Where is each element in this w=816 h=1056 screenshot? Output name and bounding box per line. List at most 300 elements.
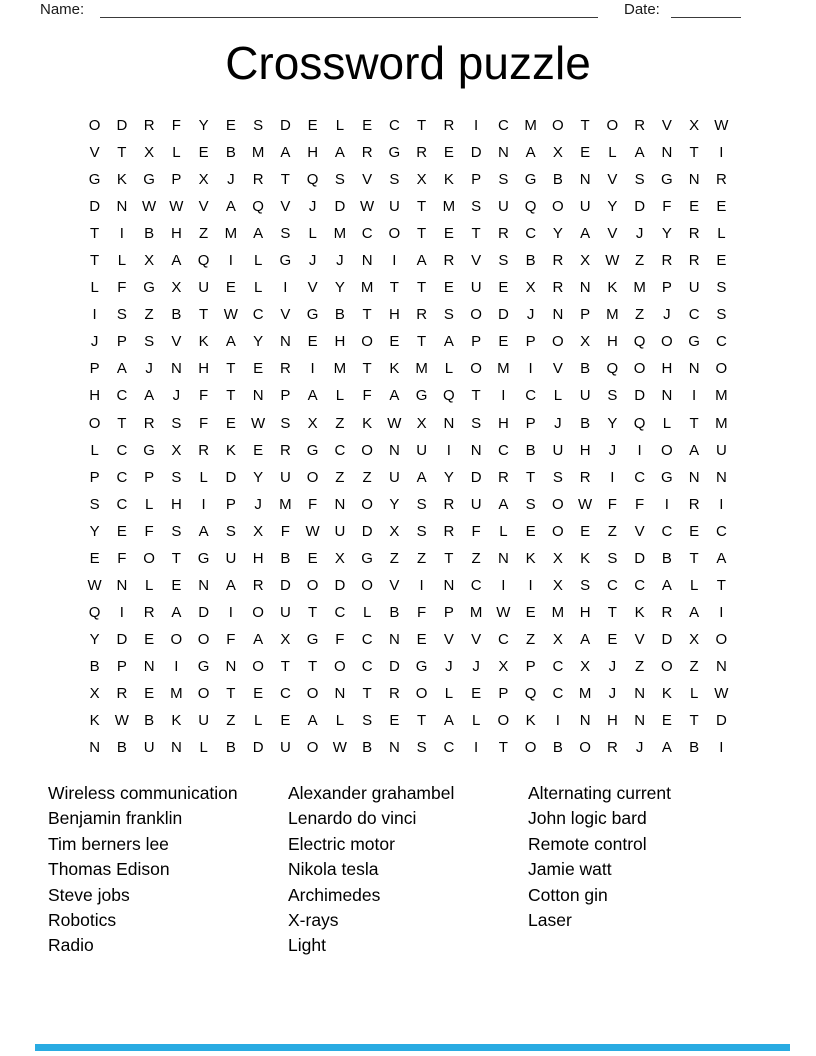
grid-letter: N [661, 144, 673, 162]
grid-letter: V [607, 171, 618, 189]
grid-letter: I [474, 739, 479, 757]
grid-letter: F [417, 603, 427, 621]
word-list-item: Robotics [48, 910, 117, 931]
grid-letter: J [308, 252, 317, 270]
grid-letter: U [198, 712, 210, 730]
grid-letter: O [197, 630, 210, 648]
grid-letter: R [116, 684, 128, 702]
grid-letter: N [634, 684, 646, 702]
grid-letter: U [279, 739, 291, 757]
grid-letter: C [361, 225, 373, 243]
grid-letter: F [308, 495, 318, 513]
grid-letter: S [498, 252, 509, 270]
grid-letter: G [415, 657, 428, 675]
grid-letter: R [416, 144, 428, 162]
grid-letter: M [497, 360, 510, 378]
grid-letter: G [143, 441, 155, 459]
grid-letter: C [497, 441, 509, 459]
grid-letter: V [471, 252, 482, 270]
grid-letter: Q [306, 171, 319, 189]
grid-letter: I [446, 441, 451, 459]
grid-letter: V [280, 198, 291, 216]
grid-letter: U [579, 387, 591, 405]
grid-letter: N [89, 739, 101, 757]
grid-row [81, 220, 735, 247]
grid-letter: T [417, 117, 427, 134]
grid-letter: C [715, 333, 727, 351]
grid-letter: O [252, 657, 264, 675]
grid-letter: C [497, 630, 509, 648]
grid-letter: V [171, 333, 182, 351]
grid-letter: C [634, 468, 646, 486]
grid-letter: N [688, 360, 700, 378]
grid-letter: U [279, 603, 291, 621]
word-list-item: Alexander grahambel [288, 783, 455, 803]
grid-letter: T [308, 657, 318, 675]
grid-letter: L [362, 603, 372, 621]
grid-letter: O [633, 360, 646, 378]
grid-letter: O [715, 630, 728, 648]
grid-letter: D [116, 117, 128, 134]
grid-letter: L [144, 495, 154, 513]
grid-letter: O [552, 198, 564, 216]
grid-letter: A [634, 144, 645, 162]
grid-letter: K [525, 712, 536, 730]
grid-letter: T [417, 198, 427, 216]
grid-letter: N [497, 549, 509, 567]
grid-letter: K [443, 171, 454, 189]
grid-letter: E [716, 252, 727, 270]
grid-row [81, 734, 735, 761]
grid-letter: I [719, 739, 724, 757]
grid-letter: U [279, 468, 291, 486]
grid-row [81, 274, 735, 301]
grid-letter: E [171, 576, 182, 594]
grid-letter: Z [635, 657, 645, 675]
grid-letter: L [717, 225, 726, 243]
grid-letter: I [719, 603, 724, 621]
grid-letter: J [227, 171, 235, 189]
page-title: Crossword puzzle [225, 37, 591, 89]
word-list-item: Light [288, 935, 326, 956]
grid-letter: C [552, 657, 564, 675]
grid-letter: E [225, 414, 236, 432]
grid-letter: F [335, 630, 345, 648]
grid-letter: L [444, 360, 454, 378]
grid-letter: C [252, 306, 264, 324]
grid-letter: C [334, 603, 346, 621]
grid-letter: A [225, 576, 236, 594]
grid-letter: A [716, 549, 727, 567]
grid-letter: L [471, 712, 481, 730]
grid-letter: Z [607, 522, 617, 540]
grid-letter: U [416, 441, 428, 459]
date-label: Date: [624, 1, 660, 18]
grid-letter: E [471, 684, 482, 702]
grid-letter: B [225, 739, 236, 757]
grid-letter: L [689, 684, 699, 702]
grid-letter: E [443, 144, 454, 162]
grid-letter: P [525, 657, 536, 675]
grid-letter: L [499, 522, 508, 540]
grid-letter: T [226, 360, 236, 378]
grid-row [81, 301, 735, 328]
grid-letter: O [306, 684, 319, 702]
grid-letter: I [528, 360, 533, 378]
grid-letter: O [143, 549, 155, 567]
grid-letter: E [144, 630, 155, 648]
grid-letter: J [635, 739, 644, 757]
grid-letter: V [362, 171, 373, 189]
grid-letter: L [253, 252, 263, 270]
grid-letter: N [661, 387, 673, 405]
name-fill-in-line [100, 0, 598, 18]
grid-letter: M [578, 684, 592, 702]
grid-letter: U [388, 468, 400, 486]
grid-letter: D [334, 198, 346, 216]
grid-letter: B [116, 739, 127, 757]
grid-letter: O [715, 360, 728, 378]
grid-letter: T [689, 414, 699, 432]
grid-letter: T [471, 225, 481, 243]
grid-letter: Z [526, 630, 536, 648]
grid-letter: A [689, 441, 700, 459]
grid-letter: E [225, 279, 236, 297]
grid-letter: E [716, 198, 727, 216]
grid-letter: O [334, 657, 346, 675]
grid-letter: T [280, 171, 290, 189]
grid-letter: L [144, 576, 154, 594]
grid-letter: S [225, 522, 236, 540]
grid-letter: G [688, 333, 700, 351]
word-list-item: Thomas Edison [48, 859, 170, 880]
word-list-item: Jamie watt [528, 859, 612, 880]
grid-letter: G [279, 252, 292, 270]
grid-letter: Z [471, 549, 481, 567]
grid-letter: N [634, 712, 646, 730]
grid-letter: N [279, 333, 291, 351]
grid-letter: L [253, 712, 263, 730]
grid-letter: O [306, 468, 319, 486]
grid-letter: V [443, 630, 454, 648]
grid-letter: P [471, 333, 482, 351]
grid-letter: M [415, 360, 428, 378]
grid-letter: O [606, 117, 619, 134]
grid-letter: E [416, 630, 427, 648]
word-list-item: Cotton gin [528, 884, 608, 905]
grid-letter: Z [417, 549, 427, 567]
grid-letter: T [689, 712, 699, 730]
grid-letter: B [362, 739, 373, 757]
grid-row [81, 112, 735, 139]
grid-letter: I [528, 576, 533, 594]
grid-letter: S [89, 495, 100, 513]
grid-letter: W [360, 198, 375, 216]
grid-letter: S [607, 387, 618, 405]
grid-letter: R [443, 117, 455, 134]
grid-letter: B [661, 549, 672, 567]
grid-letter: T [199, 306, 209, 324]
word-list-item: Electric motor [288, 833, 395, 854]
grid-letter: X [389, 522, 400, 540]
grid-letter: Y [552, 225, 563, 243]
grid-letter: C [116, 495, 128, 513]
grid-letter: O [361, 441, 373, 459]
grid-row [81, 545, 735, 572]
grid-letter: O [579, 739, 591, 757]
grid-letter: O [306, 576, 319, 594]
grid-letter: A [253, 225, 264, 243]
grid-letter: E [525, 603, 536, 621]
grid-letter: A [661, 576, 672, 594]
grid-letter: R [443, 252, 455, 270]
grid-letter: J [445, 657, 453, 675]
grid-letter: G [388, 144, 401, 162]
grid-letter: X [498, 657, 509, 675]
grid-letter: G [143, 279, 155, 297]
grid-letter: G [197, 657, 210, 675]
grid-letter: W [387, 414, 402, 432]
grid-letter: S [716, 279, 727, 297]
grid-letter: P [116, 657, 127, 675]
grid-letter: T [417, 279, 427, 297]
word-list-item: Laser [528, 910, 572, 931]
grid-letter: I [283, 279, 288, 297]
grid-row [81, 680, 735, 707]
grid-letter: F [117, 549, 127, 567]
grid-letter: Y [607, 198, 618, 216]
grid-letter: I [719, 144, 724, 162]
grid-letter: D [225, 468, 237, 486]
grid-letter: M [715, 414, 728, 432]
grid-letter: I [664, 495, 669, 513]
grid-letter: T [580, 117, 590, 134]
grid-letter: T [226, 684, 236, 702]
grid-letter: G [306, 306, 319, 324]
grid-letter: K [661, 684, 672, 702]
grid-letter: T [362, 360, 372, 378]
grid-letter: C [116, 468, 128, 486]
grid-letter: C [634, 576, 646, 594]
grid-letter: L [90, 279, 99, 297]
grid-letter: W [496, 603, 511, 621]
grid-letter: D [634, 198, 646, 216]
grid-letter: R [497, 225, 509, 243]
grid-letter: A [416, 468, 427, 486]
grid-letter: B [144, 712, 155, 730]
grid-letter: D [334, 576, 346, 594]
grid-letter: B [171, 306, 182, 324]
grid-letter: V [471, 630, 482, 648]
grid-letter: K [607, 279, 618, 297]
grid-letter: J [526, 306, 535, 324]
grid-letter: E [498, 333, 509, 351]
grid-letter: V [89, 144, 100, 162]
grid-letter: E [144, 684, 155, 702]
grid-letter: N [116, 576, 128, 594]
grid-letter: W [87, 576, 102, 594]
grid-letter: X [552, 576, 563, 594]
grid-letter: W [578, 495, 593, 513]
grid-letter: O [88, 117, 101, 134]
grid-letter: L [335, 117, 345, 134]
grid-letter: S [253, 117, 264, 134]
grid-letter: D [116, 630, 128, 648]
grid-letter: J [608, 684, 617, 702]
grid-letter: E [116, 522, 127, 540]
grid-letter: X [171, 441, 182, 459]
grid-letter: C [525, 387, 537, 405]
grid-letter: S [280, 225, 291, 243]
grid-letter: M [333, 225, 347, 243]
grid-letter: Y [389, 495, 400, 513]
grid-letter: I [419, 576, 424, 594]
grid-letter: J [308, 198, 317, 216]
grid-letter: T [526, 468, 536, 486]
grid-letter: A [116, 360, 127, 378]
grid-letter: N [143, 657, 155, 675]
grid-letter: K [362, 414, 373, 432]
grid-letter: B [552, 739, 563, 757]
grid-letter: L [444, 684, 454, 702]
grid-letter: A [689, 603, 700, 621]
grid-letter: E [198, 144, 209, 162]
grid-letter: M [551, 603, 565, 621]
grid-letter: E [689, 522, 700, 540]
grid-letter: T [117, 144, 127, 162]
grid-letter: B [525, 441, 536, 459]
grid-letter: C [552, 684, 564, 702]
grid-letter: K [116, 171, 127, 189]
grid-letter: U [688, 279, 700, 297]
grid-letter: P [225, 495, 236, 513]
grid-letter: R [416, 306, 428, 324]
grid-letter: S [280, 414, 291, 432]
grid-row [81, 328, 735, 355]
grid-letter: X [307, 414, 318, 432]
grid-letter: M [279, 495, 292, 513]
grid-letter: F [199, 387, 209, 405]
grid-letter: Z [635, 306, 645, 324]
grid-letter: I [719, 495, 724, 513]
grid-letter: V [634, 522, 645, 540]
grid-letter: J [663, 306, 671, 324]
grid-letter: C [361, 630, 373, 648]
grid-letter: T [607, 603, 617, 621]
grid-letter: T [389, 279, 399, 297]
grid-letter: N [361, 252, 373, 270]
grid-letter: P [498, 684, 509, 702]
grid-letter: H [170, 495, 182, 513]
grid-letter: A [198, 522, 209, 540]
word-list-column [528, 781, 768, 959]
grid-letter: C [334, 441, 346, 459]
grid-letter: N [715, 468, 727, 486]
grid-letter: A [416, 252, 427, 270]
grid-letter: D [252, 739, 264, 757]
grid-letter: O [470, 360, 482, 378]
grid-letter: R [552, 279, 564, 297]
grid-letter: D [89, 198, 101, 216]
grid-letter: N [388, 739, 400, 757]
grid-letter: L [335, 712, 345, 730]
grid-letter: A [171, 252, 182, 270]
grid-letter: F [635, 495, 645, 513]
grid-letter: H [170, 225, 182, 243]
grid-letter: G [361, 549, 373, 567]
grid-letter: X [253, 522, 264, 540]
grid-letter: S [607, 549, 618, 567]
grid-letter: M [469, 603, 483, 621]
grid-letter: P [171, 171, 182, 189]
grid-letter: H [307, 144, 319, 162]
grid-letter: T [716, 576, 726, 594]
grid-letter: I [92, 306, 97, 324]
grid-letter: O [170, 630, 183, 648]
grid-letter: L [662, 414, 672, 432]
grid-letter: I [692, 387, 697, 405]
grid-letter: G [306, 441, 319, 459]
grid-letter: I [310, 360, 315, 378]
grid-letter: N [334, 495, 346, 513]
grid-letter: L [199, 468, 208, 486]
grid-letter: S [634, 171, 645, 189]
grid-letter: X [89, 684, 100, 702]
grid-letter: B [552, 171, 563, 189]
grid-letter: X [580, 333, 591, 351]
grid-letter: E [253, 441, 264, 459]
grid-row [81, 437, 735, 464]
grid-letter: V [389, 576, 400, 594]
grid-letter: O [552, 522, 564, 540]
grid-letter: R [279, 360, 291, 378]
grid-letter: P [144, 468, 155, 486]
grid-letter: O [361, 333, 373, 351]
grid-letter: L [689, 576, 699, 594]
word-list [48, 781, 768, 959]
grid-letter: L [553, 387, 563, 405]
worksheet-header [0, 0, 816, 24]
grid-letter: Z [335, 468, 345, 486]
grid-letter: R [497, 468, 509, 486]
grid-letter: H [497, 414, 509, 432]
grid-letter: P [580, 306, 591, 324]
grid-letter: V [607, 225, 618, 243]
grid-letter: T [689, 144, 699, 162]
grid-letter: A [144, 387, 155, 405]
grid-letter: T [498, 739, 508, 757]
grid-letter: J [145, 360, 153, 378]
grid-letter: N [388, 441, 400, 459]
grid-letter: N [443, 414, 455, 432]
grid-letter: R [688, 495, 700, 513]
grid-letter: U [552, 441, 564, 459]
grid-letter: U [579, 198, 591, 216]
grid-letter: A [225, 333, 236, 351]
grid-letter: U [388, 198, 400, 216]
grid-letter: T [117, 414, 127, 432]
grid-letter: C [525, 225, 537, 243]
grid-letter: X [552, 144, 563, 162]
grid-letter: B [280, 549, 291, 567]
grid-letter: B [225, 144, 236, 162]
grid-letter: M [442, 198, 456, 216]
grid-letter: X [144, 252, 155, 270]
grid-letter: G [143, 171, 155, 189]
grid-letter: D [361, 522, 373, 540]
date-fill-in-line [671, 0, 741, 18]
grid-letter: Q [524, 198, 537, 216]
